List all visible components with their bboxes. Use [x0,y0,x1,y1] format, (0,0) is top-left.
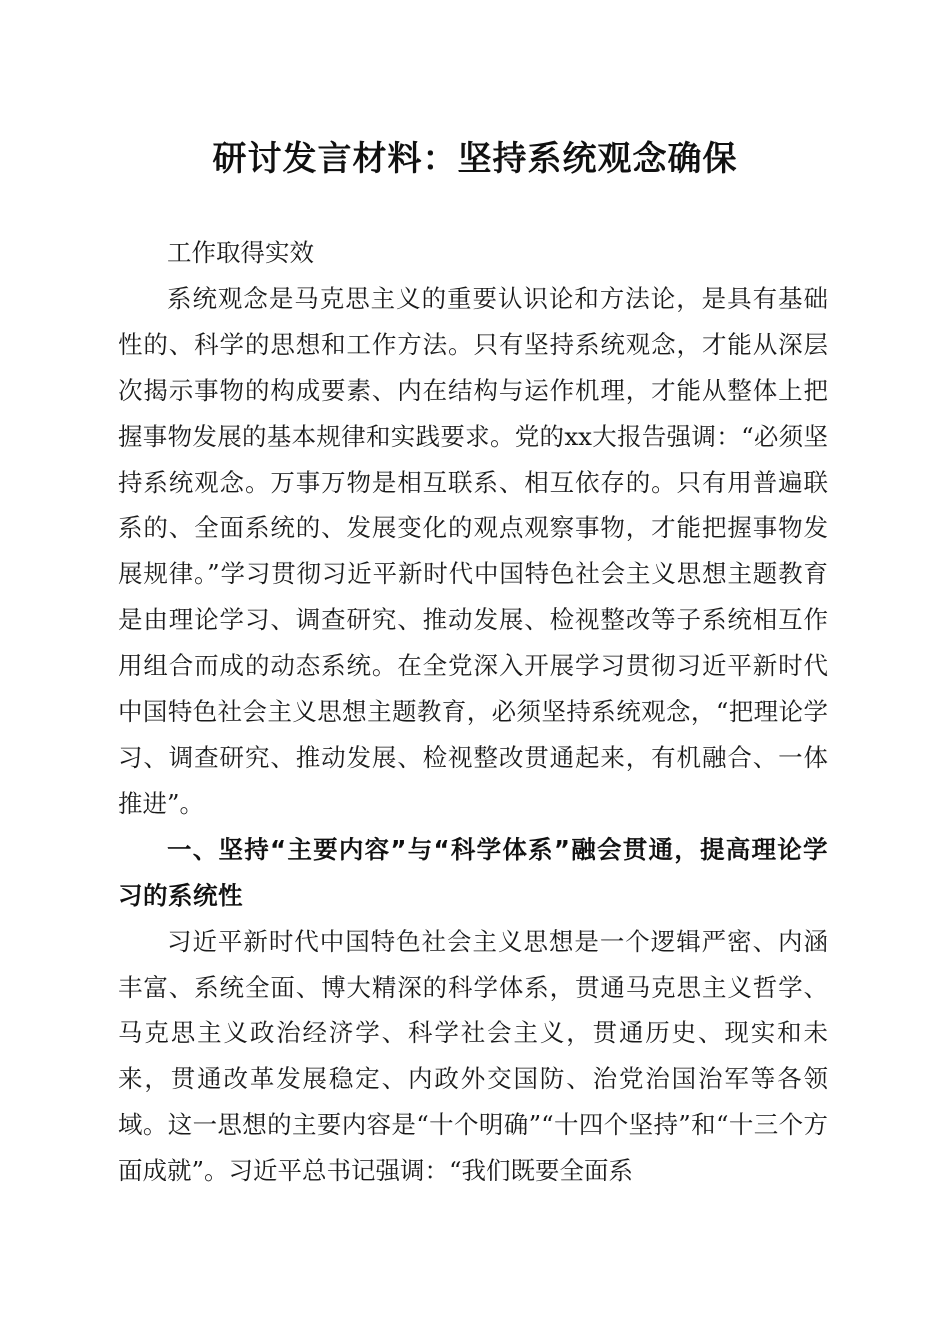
title-continuation: 工作取得实效 [167,238,314,267]
document-title: 研讨发言材料：坚持系统观念确保 [212,139,738,179]
intro-paragraph: 系统观念是马克思主义的重要认识论和方法论，是具有基础性的、科学的思想和工作方法。只有坚持系统观念，才能从深层次揭示事物的构成要素、内在结构与运作机理，才能从整体上把握事物发展的基本规律和实践要求。党的xx大报告强调：“必须坚持系统观念。万事万物是相互联系、相互依存的。只有用普遍联系的、全面系统的、发展变化的观点观察事物，才能把握事物发展规律。”学习贯彻习近平新时代中国特色社会主义思想主题教育是由理论学习、调查研究、推动发展、检视整改等子系统相互作用组合而成的动态系统。在全党深入开展学习贯彻习近平新时代中国特色社会主义思想主题教育，必须坚持系统观念，“把理论学习、调查研究、推动发展、检视整改贯通起来，有机融合、一体推进”。 [118,283,828,818]
document-body [118,230,828,1194]
section-paragraph: 习近平新时代中国特色社会主义思想是一个逻辑严密、内涵丰富、系统全面、博大精深的科学体系，贯通马克思主义哲学、马克思主义政治经济学、科学社会主义，贯通历史、现实和未来，贯通改革发展稳定、内政外交国防、治党治国治军等各领域。这一思想的主要内容是“十个明确”“十四个坚持”和“十三个方面成就”。习近平总书记强调：“我们既要全面系 [118,926,828,1186]
section-heading: 一、坚持“主要内容”与“科学体系”融会贯通，提高理论学习的系统性 [118,834,828,910]
